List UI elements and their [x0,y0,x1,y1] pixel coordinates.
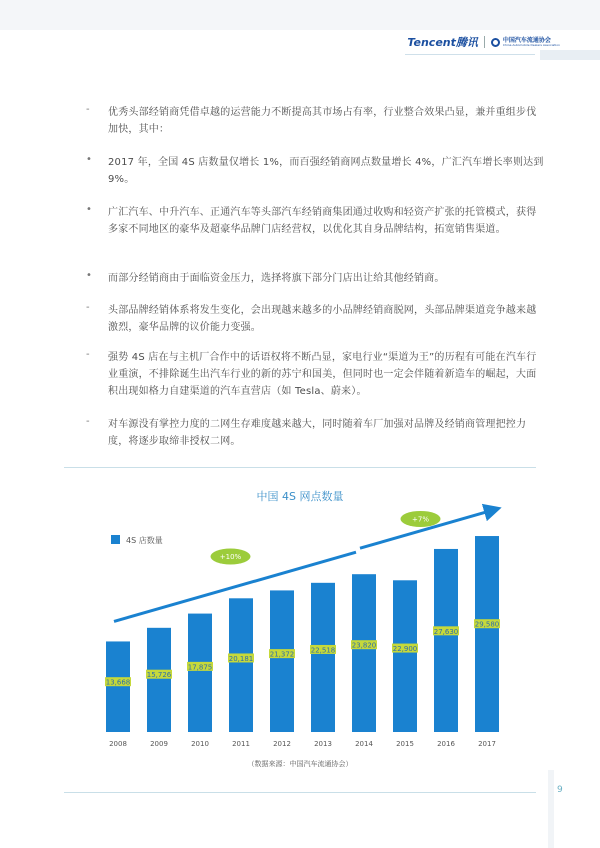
chart-top-rule [64,467,536,468]
x-tick-label: 2015 [396,740,414,748]
x-axis-labels [109,740,496,748]
list-marker: • [86,154,92,165]
bar-2016 [434,549,458,732]
x-tick-label: 2012 [273,740,291,748]
list-marker: - [86,302,90,313]
chart-title: 中国 4S 网点数量 [256,490,344,503]
list-marker: • [86,270,92,281]
x-tick-label: 2010 [191,740,209,748]
data-label: 13,668 [105,678,131,687]
header-rule [405,54,535,55]
tencent-logo: Tencent腾讯 [407,36,478,49]
legend-swatch [111,535,120,544]
association-name-cn: 中国汽车流通协会 [502,36,551,44]
x-tick-label: 2017 [478,740,496,748]
header-logos [407,34,560,50]
bar-2009 [147,628,171,732]
list-marker: - [86,416,90,427]
growth-label: +7% [412,515,429,524]
data-label: 17,875 [187,663,213,672]
list-marker: • [86,204,92,215]
data-label: 22,900 [392,645,418,654]
list-item-text: 2017 年，全国 4S 店数量仅增长 1%，而百强经销商网点数量增长 4%，广汇汽车增长率则达到 9%。 [108,157,544,185]
logo-divider [484,36,485,48]
growth-label: +10% [219,553,242,561]
header-accent-block [540,50,600,60]
top-band [0,0,600,30]
page-number: 9 [557,785,563,795]
data-label: 15,726 [146,671,172,680]
chart-bottom-rule [64,792,536,793]
list-item-text: 而部分经销商由于面临资金压力，选择将旗下部分门店出让给其他经销商。 [108,273,445,284]
association-name-en: China Automobile Dealers Association [502,42,560,47]
list-item-text: 强势 4S 店在与主机厂合作中的话语权将不断凸显，家电行业“渠道为王”的历程有可能在汽车行业重演，不排除诞生出汽车行业的新的苏宁和国美，但同时也一定会伴随着新造车的崛起，大面积出现如格力自建渠道的汽车直营店（如 Tesla、蔚来）。 [108,352,537,397]
list-marker: - [86,104,90,115]
data-label: 27,630 [433,627,459,636]
bar-2010 [188,614,212,732]
bar-2014 [352,574,376,732]
x-tick-label: 2016 [437,740,455,748]
data-label: 21,372 [269,650,295,659]
x-tick-label: 2009 [150,740,168,748]
association-logo [491,38,560,47]
list-item-text: 优秀头部经销商凭借卓越的运营能力不断提高其市场占有率，行业整合效果凸显，兼并重组步伐加快，其中： [108,107,537,135]
list-item-text: 头部品牌经销体系将发生变化，会出现越来越多的小品牌经销商脱网，头部品牌渠道竞争越来越激烈，豪华品牌的议价能力变强。 [108,305,537,333]
data-label: 20,181 [228,654,254,663]
x-tick-label: 2014 [355,740,373,748]
bars [105,536,500,732]
association-emblem-icon [491,38,500,47]
side-decoration [548,770,554,848]
x-tick-label: 2008 [109,740,127,748]
list-item-text: 对车源没有掌控力度的二网生存难度越来越大，同时随着车厂加强对品牌及经销商管理把控力度，将逐步取缔非授权二网。 [108,419,527,447]
growth-annotations [211,511,441,565]
bar-2017 [475,536,499,732]
bar-2008 [106,641,130,732]
list-item-text: 广汇汽车、中升汽车、正通汽车等头部汽车经销商集团通过收购和轻资产扩张的托管模式，获得多家不同地区的豪华及超豪华品牌门店经营权，以优化其自身品牌结构，拓宽销售渠道。 [108,207,537,235]
x-tick-label: 2013 [314,740,332,748]
legend-label: 4S 店数量 [126,536,163,545]
bar-2013 [311,583,335,732]
x-tick-label: 2011 [232,740,250,748]
data-label: 29,580 [474,620,500,629]
list-marker: - [86,349,90,360]
data-label: 23,820 [351,641,377,650]
data-label: 22,518 [310,646,336,655]
data-source-note: （数据来源：中国汽车流通协会） [247,760,353,768]
bar-2015 [393,580,417,732]
bar-2011 [229,598,253,732]
bar-chart [64,470,536,780]
bar-2012 [270,590,294,732]
